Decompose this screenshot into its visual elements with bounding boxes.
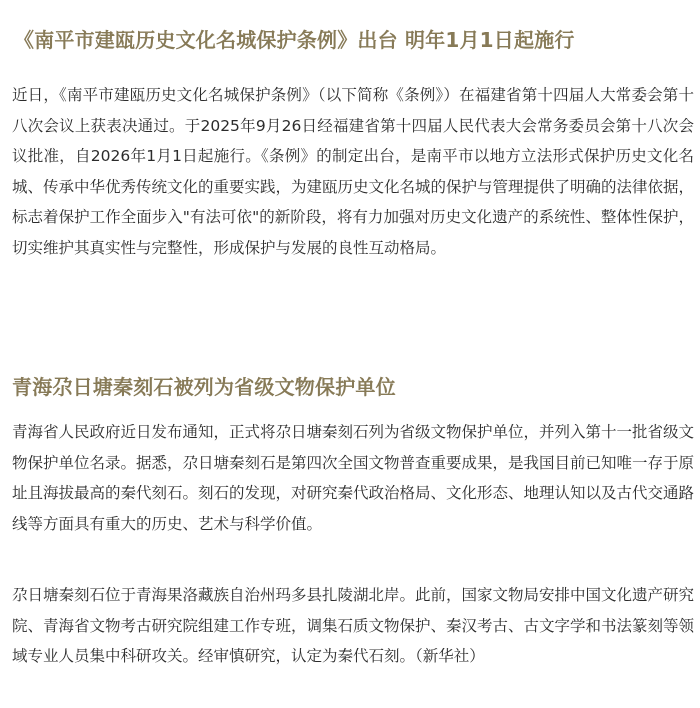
article-title-jianou: 《南平市建瓯历史文化名城保护条例》出台 明年1月1日起施行 xyxy=(14,28,575,53)
article-paragraph-jianou: 近日，《南平市建瓯历史文化名城保护条例》（以下简称《条例》）在福建省第十四届人大常委会第十八次会议上获表决通过。于2025年9月26日经福建省第十四届人民代表大会常务委员会第十八次会议批准，自2026年1月1日起施行。《条例》的制定出台，是南平市以地方立法形式保护历史文化名城、传承中华优秀传统文化的重要实践，为建瓯历史文化名城的保护与管理提供了明确的法律依据，标志着保护工作全面步入"有法可依"的新阶段，将有力加强对历史文化遗产的系统性、整体性保护，切实维护其真实性与完整性，形成保护与发展的良性互动格局。 xyxy=(12,86,695,257)
article-paragraph-garitang-1: 青海省人民政府近日发布通知，正式将尕日塘秦刻石列为省级文物保护单位，并列入第十一批省级文物保护单位名录。据悉，尕日塘秦刻石是第四次全国文物普查重要成果，是我国目前已知唯一存于原址且海拔最高的秦代刻石。刻石的发现，对研究秦代政治格局、文化形态、地理认知以及古代交通路线等方面具有重大的历史、艺术与科学价值。 xyxy=(12,423,695,533)
article-paragraph-garitang-2: 尕日塘秦刻石位于青海果洛藏族自治州玛多县扎陵湖北岸。此前，国家文物局安排中国文化遗产研究院、青海省文物考古研究院组建工作专班，调集石质文物保护、秦汉考古、古文字学和书法篆刻等领域专业人员集中科研攻关。经审慎研究，认定为秦代石刻。（新华社） xyxy=(12,586,695,665)
article-title-garitang: 青海尕日塘秦刻石被列为省级文物保护单位 xyxy=(12,375,396,400)
